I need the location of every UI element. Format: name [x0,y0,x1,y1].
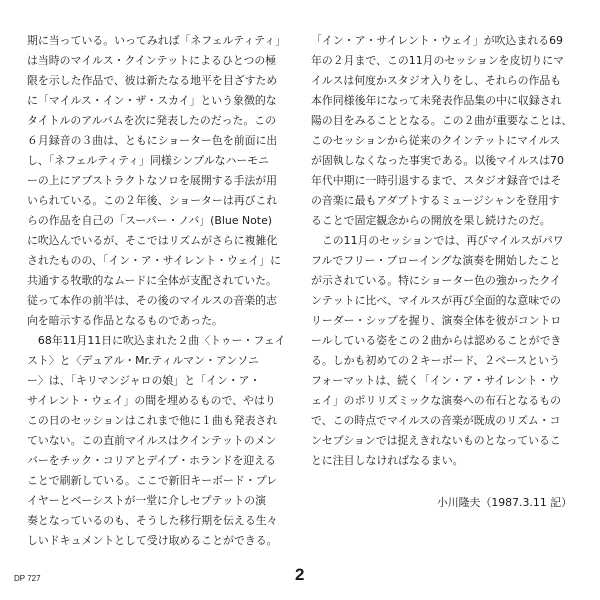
text-line: は当時のマイルス・クインテットによるひとつの極 [27,54,277,67]
text-line: ーの上にアブストラクトなソロを展開する手法が用 [27,174,278,187]
left-column [27,31,293,551]
text-line: ンセプションでは捉えきれないものとなっているこ [311,434,561,447]
text-line: に吹込んでいるが、そこではリズムがさらに複雑化 [27,234,278,247]
text-line: されたものの、「イン・ア・サイレント・ウェイ」に [27,254,282,267]
text-line: ことで刷新している。ここで新旧キーボード・プレ [27,474,278,487]
text-line: ェイ」のポリリズミックな演奏への布石となるもの [311,394,562,407]
text-line: イヤーとベーシストが一堂に介しセプテットの演 [27,494,267,507]
text-line: ることで固定観念からの開放を果し続けたのだ。 [311,214,551,227]
text-line: 期に当っている。いってみれば「ネフェルティティ」 [27,34,287,47]
text-line: とに注目しなければなるまい。 [311,454,464,467]
text-line: タイトルのアルバムを次に発表したのだった。この [27,114,277,127]
text-line: で、この時点でマイルスの音楽が既成のリズム・コ [311,414,561,427]
text-line: 本作同様後年になって未発表作品集の中に収録され [311,94,562,107]
text-line: 限を示した作品で、彼は新たなる地平を目ざすため [27,74,278,87]
text-line: 68年11月11日に吹込まれた２曲〈トゥー・フェイ [27,334,286,347]
text-line: この11月のセッションでは、再びマイルスがパワ [311,234,564,247]
text-line: 陽の目をみることとなる。この２曲が重要なことは、 [311,114,573,127]
text-line: に「マイルス・イン・ザ・スカイ」という象徴的な [27,94,277,107]
right-column [311,31,577,471]
text-line: が示されている。特にショーター色の強かったクイ [311,274,561,287]
text-line: いられている。この２年後、ショーターは再びこれ [27,194,278,207]
text-line: ールしている姿をこの２曲からは認めることができ [311,334,562,347]
text-line: この日のセッションはこれまで他に１曲も発表され [27,414,278,427]
text-line: 奏となっているのも、そうした移行期を伝える生々 [27,514,278,527]
text-line: 向を暗示する作品となるものであった。 [27,314,223,327]
text-line: 共通する牧歌的なムードに全体が支配されていた。 [27,274,277,287]
text-line: ６月録音の３曲は、ともにショーター色を前面に出 [27,134,278,147]
text-line: が固執しなくなった事実である。以後マイルスは70 [311,154,564,167]
text-line: し、「ネフェルティティ」同様シンプルなハーモニ [27,154,270,167]
text-line: イルスは何度かスタジオ入りをし、それらの作品も [311,74,562,87]
text-line: このセッションから従来のクインテットにマイルス [311,134,561,147]
text-line: 従って本作の前半は、その後のマイルスの音楽的志 [27,294,277,307]
text-line: る。しかも初めての２キーボード、２ベースという [311,354,560,367]
text-line: スト〉と〈デュアル・Mr.ティルマン・アンソニ [27,354,259,367]
author-signature: 小川隆夫（1987.3.11 記） [436,496,572,509]
text-line: バーをチック・コリアとデイブ・ホランドを迎える [27,454,277,467]
text-line: サイレント・ウェイ」の間を埋めるもので、やはり [27,394,276,407]
text-line: ていない。この直前マイルスはクインテットのメン [27,434,277,447]
page-number: 2 [295,565,305,584]
text-line: の音楽に最もアダプトするミュージシャンを登用す [311,194,560,207]
text-line: 「イン・ア・サイレント・ウェイ」が吹込まれる69 [311,34,563,47]
text-line: フルでフリー・ブローイングな演奏を開始したこと [311,254,561,267]
text-line: らの作品を自己の「スーパー・ノバ」(Blue Note) [27,214,273,227]
text-line: 年の２月まで、この11月のセッションを皮切りにマ [311,54,565,67]
text-line: ンテットに比べ、マイルスが再び全面的な意味での [311,294,561,307]
text-line: 年代中期に一時引退するまで、スタジオ録音ではそ [311,174,562,187]
catalog-code: DP 727 [14,574,41,583]
text-line: ー〉は、「キリマンジャロの娘」と「イン・ア・ [27,374,261,387]
text-line: しいドキュメントとして受け取めることができる。 [27,534,278,547]
text-line: フォーマットは、続く「イン・ア・サイレント・ウ [311,374,560,387]
text-line: リーダー・シップを握り、演奏全体を彼がコントロ [311,314,562,327]
